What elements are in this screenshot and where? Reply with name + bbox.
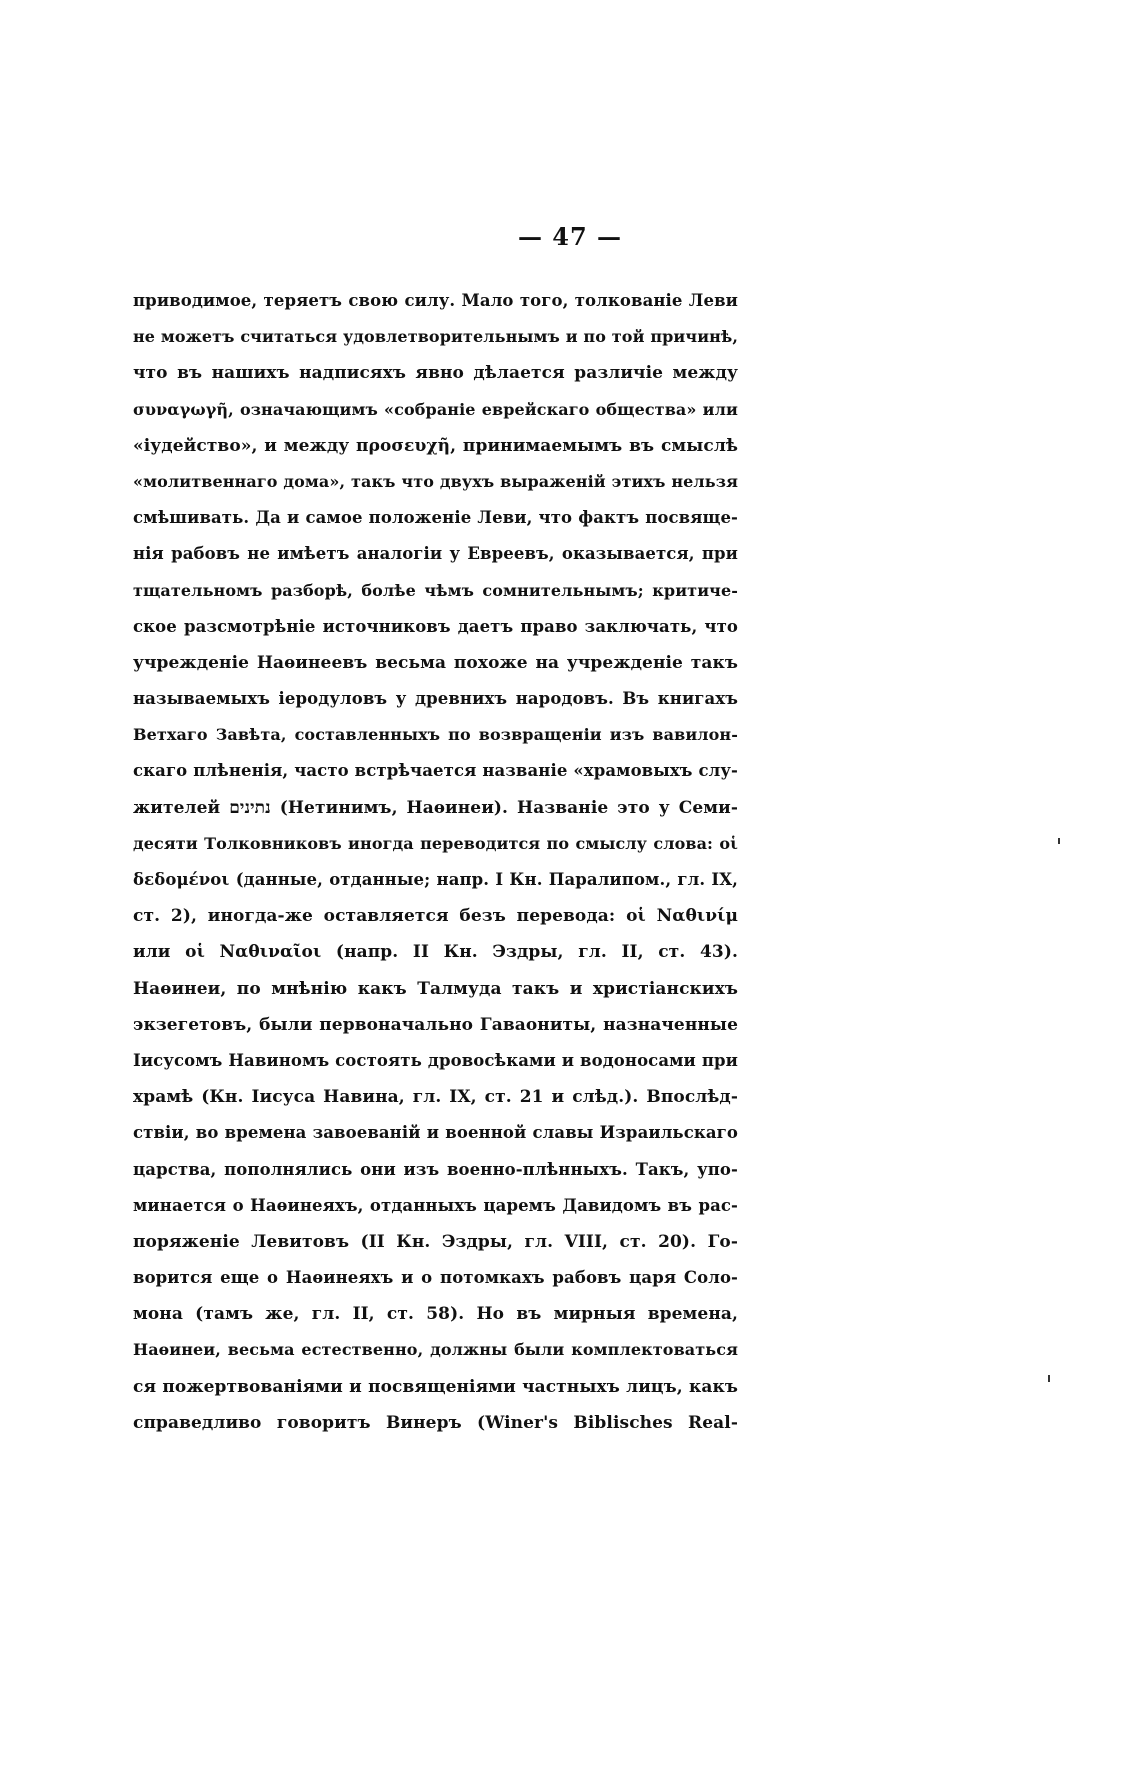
text-line: десяти Толковниковъ иногда переводится по смыслу слова: οἱ [133,833,738,853]
text-line: нія рабовъ не имѣетъ аналогіи у Евреевъ, оказывается, при [133,544,738,564]
text-line: называемыхъ іеродуловъ у древнихъ народовъ. Въ книгахъ [133,689,738,709]
text-line: минается о Наѳинеяхъ, отданныхъ царемъ Давидомъ въ рас- [133,1195,738,1215]
text-line: храмѣ (Кн. Іисуса Навина, гл. IX, ст. 21 и слѣд.). Впослѣд- [133,1087,738,1108]
text-line: Іисусомъ Навиномъ состоять дровосѣками и водоносами при [133,1050,738,1070]
text-line: Наѳинеи, по мнѣнію какъ Талмуда такъ и христіанскихъ [133,978,738,999]
text-line: Ветхаго Завѣта, составленныхъ по возвращеніи изъ вавилон- [133,725,738,745]
text-line: ст. 2), иногда-же оставляется безъ перевода: οἱ Ναθινίμ [133,906,738,927]
text-line: экзегетовъ, были первоначально Гаваониты, назначенные [133,1014,738,1035]
text-line: скаго плѣненія, часто встрѣчается названіе «храмовыхъ слу- [133,761,738,781]
text-line: мона (тамъ же, гл. II, ст. 58). Но въ мирныя времена, [133,1304,738,1325]
text-line: δεδομένοι (данные, отданные; напр. I Кн. Паралипом., гл. IX, [133,870,738,889]
text-line: ся пожертвованіями и посвященіями частныхъ лицъ, какъ [133,1376,738,1397]
text-line: «молитвеннаго дома», такъ что двухъ выраженій этихъ нельзя [133,471,738,491]
text-line: «іудейство», и между προσευχῆ, принимаемымъ въ смыслѣ [133,435,738,456]
text-line: поряженіе Левитовъ (II Кн. Эздры, гл. VIII, ст. 20). Го- [133,1231,738,1252]
text-line: или οἱ Ναθιναῖοι (напр. II Кн. Эздры, гл. II, ст. 43). [133,942,738,963]
text-line: жителей נתינים (Нетинимъ, Наѳинеи). Названіе это у Семи- [133,797,738,818]
body-text [133,283,738,1441]
text-line: ствіи, во времена завоеваній и военной славы Израильскаго [133,1123,738,1143]
scan-speck [1058,838,1060,844]
page-number: — 47 — [517,222,623,251]
text-line: что въ нашихъ надписяхъ явно дѣлается различіе между [133,363,738,384]
text-line: приводимое, теряетъ свою силу. Мало того, толкованіе Леви [133,291,738,310]
text-line: ское разсмотрѣніе источниковъ даетъ право заключать, что [133,616,738,636]
text-line: не можетъ считаться удовлетворительнымъ и по той причинѣ, [133,327,738,347]
text-line: συναγωγῆ, означающимъ «собраніе еврейскаго общества» или [133,399,738,419]
text-line: тщательномъ разборѣ, болѣе чѣмъ сомнительнымъ; критиче- [133,580,738,600]
text-line: ворится еще о Наѳинеяхъ и о потомкахъ рабовъ царя Соло- [133,1268,738,1288]
text-line: учрежденіе Наѳинеевъ весьма похоже на учрежденіе такъ [133,652,738,673]
text-line: смѣшивать. Да и самое положеніе Леви, что фактъ посвяще- [133,508,738,528]
text-line: царства, пополнялись они изъ военно-плѣнныхъ. Такъ, упо- [133,1159,738,1179]
scan-speck [1048,1375,1050,1382]
text-line: Наѳинеи, весьма естественно, должны были комплектоваться [133,1340,738,1360]
text-line: справедливо говоритъ Винеръ (Winer's Biblisches Real- [133,1412,738,1433]
